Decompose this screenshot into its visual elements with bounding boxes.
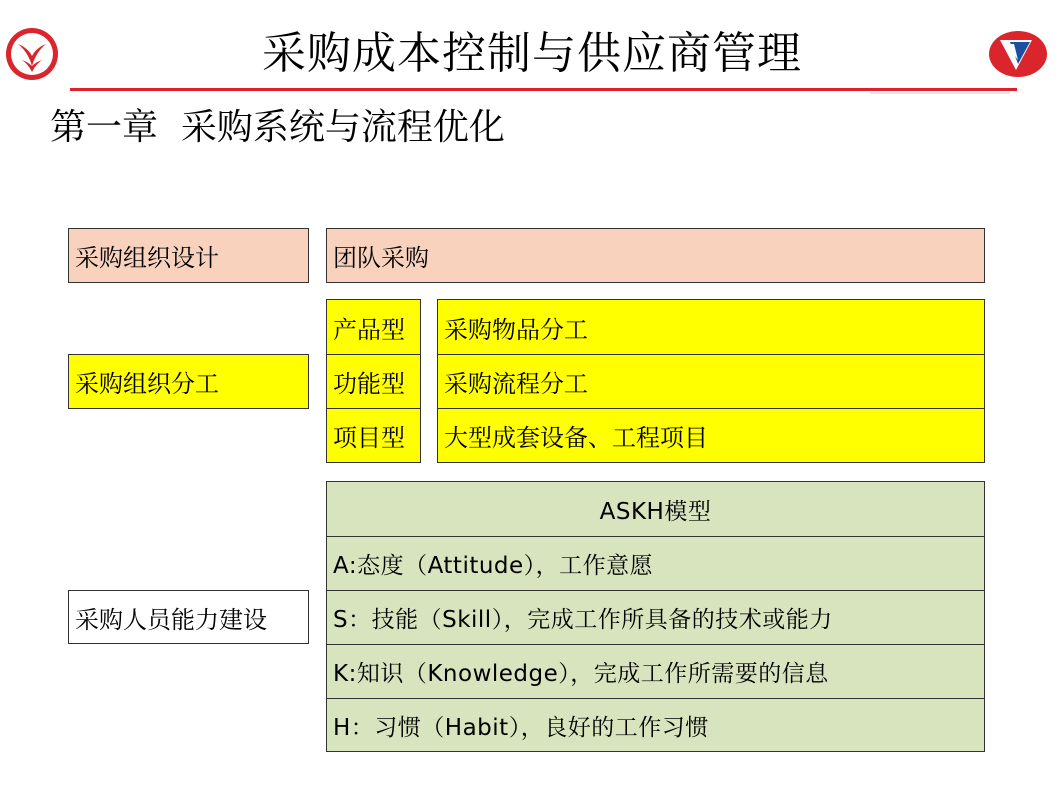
title-divider-shadow [870, 92, 1010, 94]
division-desc-project: 大型成套设备、工程项目 [437, 408, 985, 463]
team-procurement-box: 团队采购 [326, 228, 985, 283]
title-divider [70, 88, 1017, 91]
chapter-heading: 第一章 采购系统与流程优化 [50, 107, 505, 148]
askh-item-attitude: A:态度（Attitude），工作意愿 [326, 536, 985, 591]
division-desc-function: 采购流程分工 [437, 354, 985, 409]
org-division-label: 采购组织分工 [68, 354, 309, 409]
askh-item-knowledge: K:知识（Knowledge），完成工作所需要的信息 [326, 644, 985, 699]
division-type-project: 项目型 [326, 408, 421, 463]
division-desc-product: 采购物品分工 [437, 299, 985, 355]
division-type-product: 产品型 [326, 299, 421, 355]
askh-item-skill: S：技能（Skill），完成工作所具备的技术或能力 [326, 590, 985, 645]
company-logo-icon [988, 30, 1048, 78]
askh-item-habit: H：习惯（Habit），良好的工作习惯 [326, 698, 985, 752]
capability-label: 采购人员能力建设 [68, 590, 309, 644]
page-title: 采购成本控制与供应商管理 [262, 28, 802, 79]
division-type-function: 功能型 [326, 354, 421, 409]
askh-model-title: ASKH模型 [326, 481, 985, 537]
org-design-label: 采购组织设计 [68, 228, 309, 283]
